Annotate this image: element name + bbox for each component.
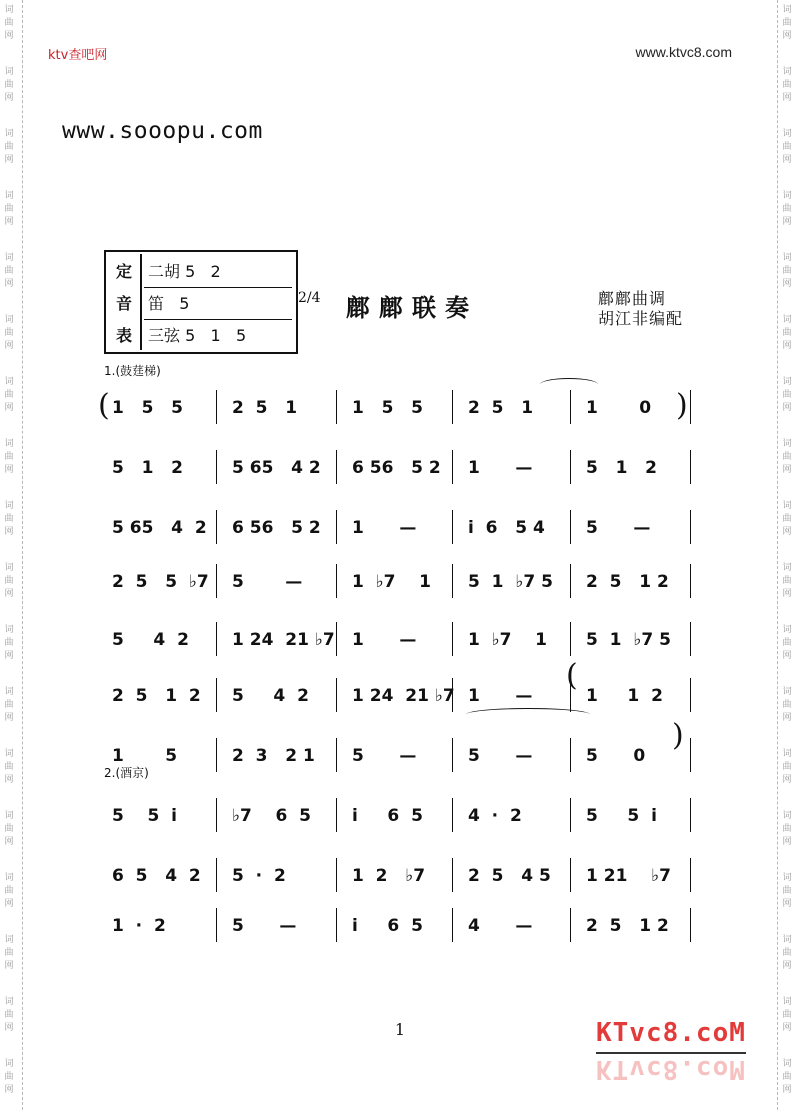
- measure: 1 2 ♭7: [352, 866, 426, 886]
- measure: i 6 5: [352, 806, 423, 826]
- watermark-text: 词曲网: [782, 935, 792, 971]
- barline: [690, 390, 691, 424]
- watermark-text: 词曲网: [782, 67, 792, 103]
- watermark-text: 词曲网: [4, 749, 14, 785]
- barline: [690, 798, 691, 832]
- score-system: [0, 856, 800, 896]
- watermark-text: 词曲网: [4, 1059, 14, 1095]
- score-system: [0, 796, 800, 836]
- barline: [690, 678, 691, 712]
- section-label-1: 1.(鼓莛梯): [104, 364, 161, 378]
- measure: 5 0: [586, 746, 646, 766]
- measure: 2 3 2 1: [232, 746, 315, 766]
- barline: [336, 678, 337, 712]
- measure: 6 56 5 2: [232, 518, 321, 538]
- barline: [570, 564, 571, 598]
- watermark-text: 词曲网: [782, 129, 792, 165]
- watermark-text: 词曲网: [4, 997, 14, 1033]
- barline: [690, 738, 691, 772]
- measure: 1 —: [468, 686, 533, 706]
- barline: [570, 858, 571, 892]
- barline: [690, 622, 691, 656]
- watermark-text: 词曲网: [4, 501, 14, 537]
- logo-reflection: KTvc8.coM: [596, 1054, 746, 1084]
- barline: [690, 564, 691, 598]
- watermark-text: 词曲网: [4, 625, 14, 661]
- tuning-row-sanxian: 三弦 5 1 5: [148, 326, 247, 345]
- measure: 1 21 ♭7: [586, 866, 671, 886]
- watermark-text: 词曲网: [782, 315, 792, 351]
- watermark-text: 词曲网: [782, 625, 792, 661]
- measure: 5 65 4 2: [112, 518, 207, 538]
- measure: 1 5 5: [112, 398, 183, 418]
- measure: 2 5 1 2: [586, 916, 669, 936]
- watermark-text: 词曲网: [4, 687, 14, 723]
- barline: [216, 390, 217, 424]
- watermark-text: 词曲网: [4, 191, 14, 227]
- score-system: [0, 676, 800, 716]
- barline: [336, 450, 337, 484]
- credit-arranger: 胡江非编配: [598, 309, 684, 328]
- watermark-text: 词曲网: [782, 997, 792, 1033]
- barline: [452, 390, 453, 424]
- measure: 5 —: [232, 916, 297, 936]
- page-number: 1: [394, 1020, 406, 1039]
- watermark-text: 词曲网: [4, 129, 14, 165]
- measure: 5 1 ♭7 5: [468, 572, 553, 592]
- barline: [570, 450, 571, 484]
- barline: [216, 564, 217, 598]
- watermark-text: 词曲网: [782, 687, 792, 723]
- measure: 5 5 i: [586, 806, 657, 826]
- measure: 2 5 1 2: [586, 572, 669, 592]
- barline: [452, 908, 453, 942]
- repeat-open-paren: (: [566, 658, 578, 693]
- measure: 5 65 4 2: [232, 458, 321, 478]
- measure: 5 4 2: [112, 630, 189, 650]
- barline: [336, 858, 337, 892]
- watermark-text: 词曲网: [782, 377, 792, 413]
- measure: 5 1 2: [112, 458, 183, 478]
- watermark-text: 词曲网: [782, 253, 792, 289]
- barline: [336, 738, 337, 772]
- barline: [216, 858, 217, 892]
- tuning-label-char: 音: [115, 293, 132, 313]
- barline: [216, 450, 217, 484]
- measure: 5 5 i: [112, 806, 177, 826]
- watermark-text: 词曲网: [782, 563, 792, 599]
- score-system: [0, 508, 800, 548]
- measure: 1 5 5: [352, 398, 423, 418]
- tuning-table: [104, 250, 298, 354]
- measure: 5 · 2: [232, 866, 286, 886]
- barline: [570, 390, 571, 424]
- barline: [216, 738, 217, 772]
- watermark-text: 词曲网: [782, 1059, 792, 1095]
- barline: [336, 622, 337, 656]
- watermark-text: 词曲网: [4, 315, 14, 351]
- repeat-close-paren: ): [676, 388, 688, 423]
- logo-text: KTvc8.coM: [596, 1018, 746, 1048]
- tie-arc: [540, 378, 598, 391]
- measure: 1 —: [468, 458, 533, 478]
- barline: [452, 510, 453, 544]
- measure: 1 · 2: [112, 916, 166, 936]
- measure: 2 5 1: [468, 398, 534, 418]
- score-system: [0, 448, 800, 488]
- barline: [570, 738, 571, 772]
- watermark-text: 词曲网: [4, 5, 14, 41]
- measure: 2 5 5 ♭7: [112, 572, 209, 592]
- time-signature: 2/4: [298, 290, 321, 306]
- measure: 4 —: [468, 916, 533, 936]
- watermark-text: 词曲网: [4, 253, 14, 289]
- barline: [216, 678, 217, 712]
- repeat-open-paren: (: [98, 388, 110, 423]
- watermark-text: 词曲网: [4, 377, 14, 413]
- barline: [452, 738, 453, 772]
- measure: 1 ♭7 1: [468, 630, 548, 650]
- measure: 2 5 1 2: [112, 686, 201, 706]
- measure: 5 4 2: [232, 686, 309, 706]
- barline: [216, 510, 217, 544]
- site-logo[interactable]: [596, 1012, 746, 1092]
- barline: [452, 798, 453, 832]
- measure: 4 · 2: [468, 806, 522, 826]
- repeat-close-paren: ): [672, 718, 684, 753]
- barline: [690, 450, 691, 484]
- barline: [216, 622, 217, 656]
- score-system: [0, 906, 800, 946]
- measure: 1 24 21 ♭7: [232, 630, 335, 650]
- measure: 2 5 4 5: [468, 866, 551, 886]
- tuning-table-label: [108, 254, 142, 350]
- barline: [336, 564, 337, 598]
- barline: [570, 798, 571, 832]
- measure: 1 —: [352, 630, 417, 650]
- measure: 5 1 ♭7 5: [586, 630, 671, 650]
- watermark-text: 词曲网: [782, 501, 792, 537]
- score-system: [0, 620, 800, 660]
- watermark-text: 词曲网: [782, 191, 792, 227]
- header-site-url[interactable]: www.ktvc8.com: [635, 44, 732, 60]
- barline: [690, 510, 691, 544]
- watermark-text: 词曲网: [4, 873, 14, 909]
- barline: [570, 622, 571, 656]
- barline: [690, 858, 691, 892]
- barline: [452, 450, 453, 484]
- watermark-text: 词曲网: [782, 873, 792, 909]
- measure: 1 —: [352, 518, 417, 538]
- measure: 5 —: [352, 746, 417, 766]
- barline: [452, 858, 453, 892]
- tuning-label-char: 定: [115, 261, 132, 281]
- barline: [452, 564, 453, 598]
- measure: 1 1 2: [586, 686, 663, 706]
- measure: 5 —: [468, 746, 533, 766]
- watermark-text: 词曲网: [4, 439, 14, 475]
- barline: [570, 908, 571, 942]
- page-title: 鄜鄜联奏: [346, 294, 478, 322]
- watermark-text: 词曲网: [4, 811, 14, 847]
- barline: [452, 622, 453, 656]
- tie-arc: [466, 708, 590, 721]
- watermark-text: 词曲网: [4, 935, 14, 971]
- watermark-text: 词曲网: [782, 749, 792, 785]
- score-system: [0, 562, 800, 602]
- watermark-text: 词曲网: [782, 811, 792, 847]
- barline: [690, 908, 691, 942]
- section-label-2: 2.(酒京): [104, 766, 149, 780]
- tuning-row-erhu: 二胡 5 2: [144, 256, 292, 288]
- watermark-text: 词曲网: [782, 439, 792, 475]
- tuning-label-char: 表: [115, 325, 132, 345]
- measure: i 6 5 4: [468, 518, 545, 538]
- measure: 6 56 5 2: [352, 458, 441, 478]
- barline: [216, 798, 217, 832]
- barline: [336, 908, 337, 942]
- measure: 5 1 2: [586, 458, 657, 478]
- barline: [570, 510, 571, 544]
- barline: [216, 908, 217, 942]
- measure: 1 0: [586, 398, 652, 418]
- measure: 1 ♭7 1: [352, 572, 432, 592]
- header-site-name[interactable]: ktv查吧网: [48, 48, 108, 63]
- measure: 5 —: [586, 518, 651, 538]
- tuning-row-dizi: 笛 5: [144, 288, 292, 320]
- watermark-text: 词曲网: [4, 67, 14, 103]
- measure: 2 5 1: [232, 398, 298, 418]
- measure: 1 5: [112, 746, 178, 766]
- measure: 5 —: [232, 572, 303, 592]
- score-source-url: www.sooopu.com: [62, 118, 263, 144]
- credit-tune: 鄜鄜曲调: [598, 289, 667, 308]
- measure: 6 5 4 2: [112, 866, 201, 886]
- measure: i 6 5: [352, 916, 423, 936]
- watermark-text: 词曲网: [4, 563, 14, 599]
- measure: ♭7 6 5: [232, 806, 312, 826]
- barline: [336, 390, 337, 424]
- barline: [336, 798, 337, 832]
- barline: [336, 510, 337, 544]
- watermark-text: 词曲网: [782, 5, 792, 41]
- measure: 1 24 21 ♭7: [352, 686, 455, 706]
